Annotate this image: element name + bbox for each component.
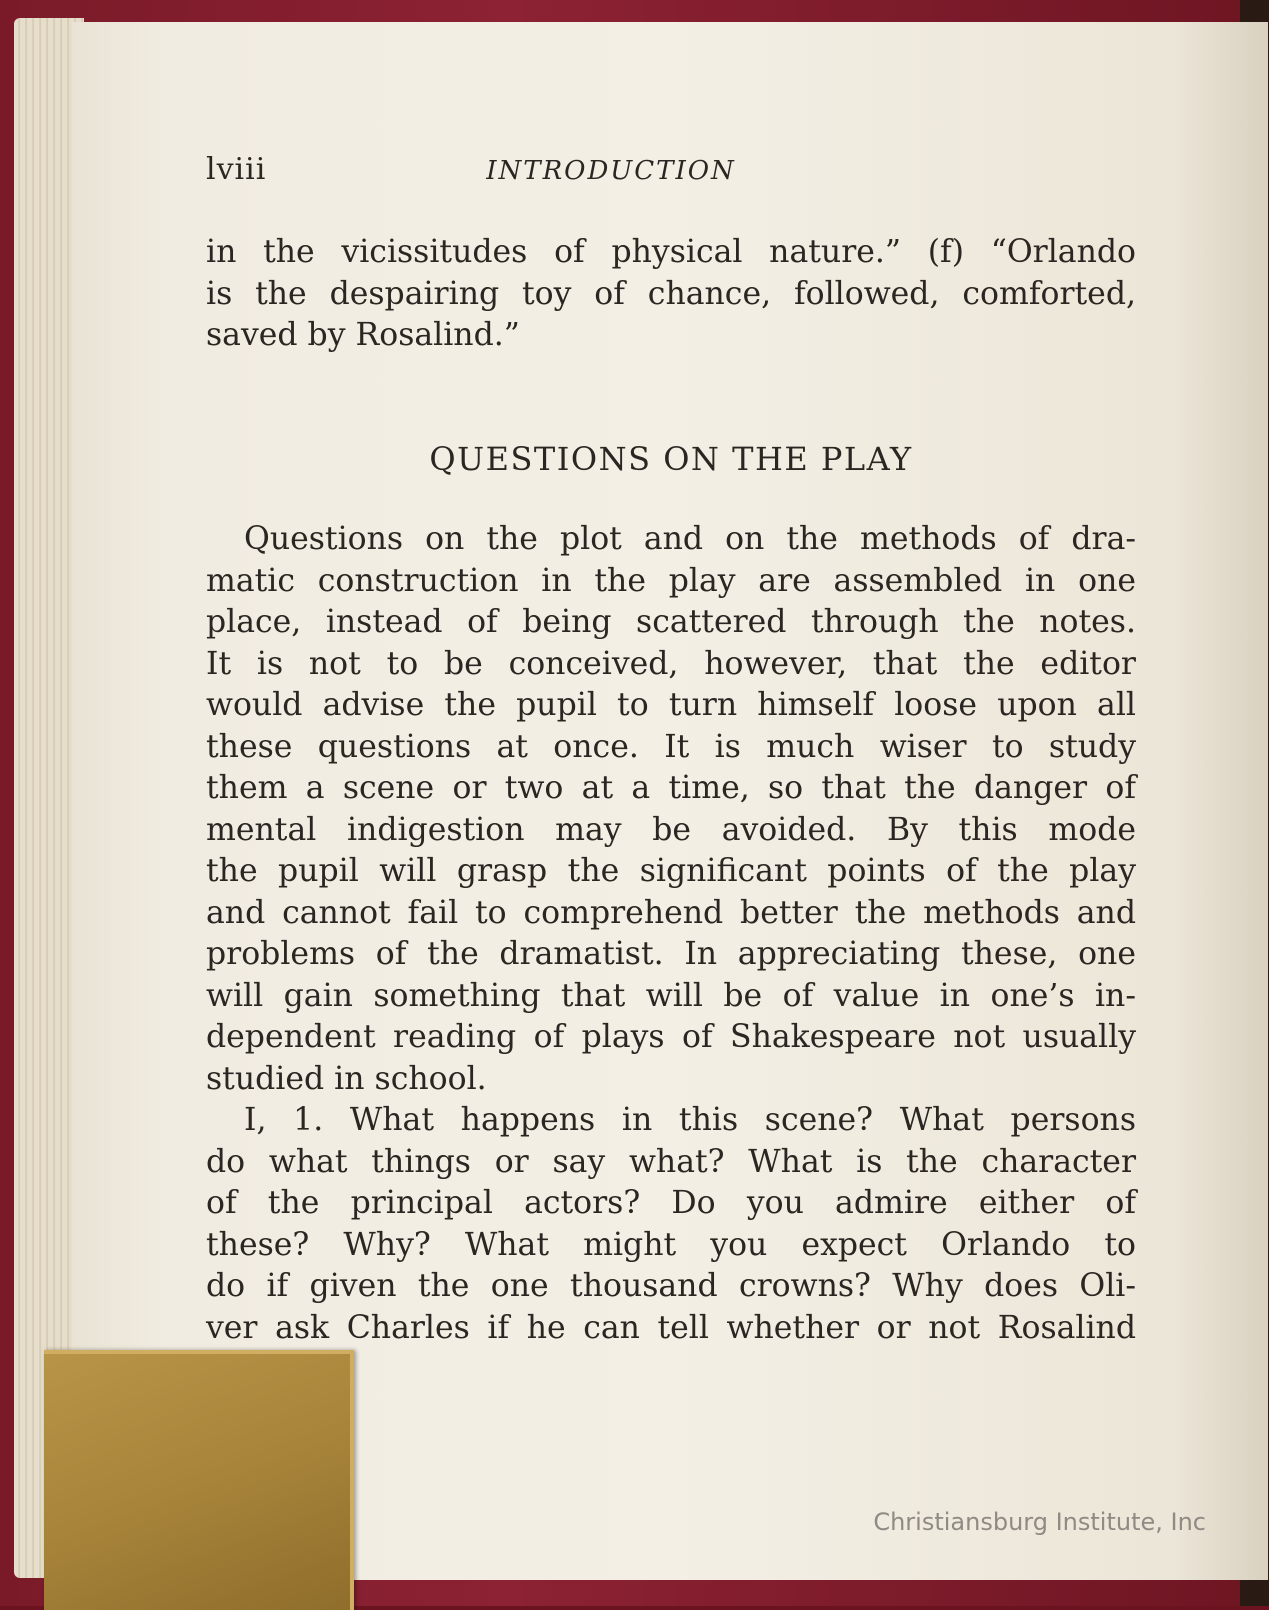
gold-bookmark-tab [44,1350,354,1610]
text-line: place, instead of being scattered through the notes. [206,604,1136,640]
text-line: in the vicissitudes of physical nature.” (f) “Orlando [206,234,1136,270]
text-line: mental indigestion may be avoided. By this mode [206,811,1136,848]
text-line: would advise the pupil to turn himself loose upon all [206,687,1136,723]
text-line: studied in school. [206,1060,487,1097]
intro-paragraph [206,232,1136,357]
text-line: do what things or say what? What is the character [206,1143,1136,1180]
text-line: them a scene or two at a time, so that the danger of [206,770,1136,806]
text-line: matic construction in the play are assembled in one [206,562,1136,599]
text-line: and cannot fail to comprehend better the methods and [206,894,1136,931]
page-header [206,152,1136,196]
text-line: It is not to be conceived, however, that the editor [206,645,1136,682]
text-line: is the despairing toy of chance, followed, comforted, [206,275,1136,312]
text-line: of the principal actors? Do you admire either of [206,1185,1136,1221]
watermark: Christiansburg Institute, Inc [873,1508,1206,1536]
section-title: QUESTIONS ON THE PLAY [429,440,913,478]
text-line: I, 1. What happens in this scene? What persons [244,1102,1136,1138]
body-text [206,519,1136,1349]
text-line: the pupil will grasp the significant points of the play [206,853,1136,889]
text-line: ver ask Charles if he can tell whether or not Rosalind [206,1309,1136,1346]
text-line: dependent reading of plays of Shakespeare not usually [206,1019,1136,1055]
text-line: will gain something that will be of value in one’s in- [206,977,1136,1014]
text-line: Questions on the plot and on the methods of dra- [244,521,1136,557]
page-number: lviii [206,152,267,187]
text-line: saved by Rosalind.” [206,317,520,353]
text-line: do if given the one thousand crowns? Why does Oli- [206,1268,1136,1304]
text-line: problems of the dramatist. In appreciating these, one [206,936,1136,972]
text-line: these questions at once. It is much wiser to study [206,728,1136,765]
text-line: these? Why? What might you expect Orlando to [206,1226,1136,1263]
running-head: INTRODUCTION [486,156,736,186]
